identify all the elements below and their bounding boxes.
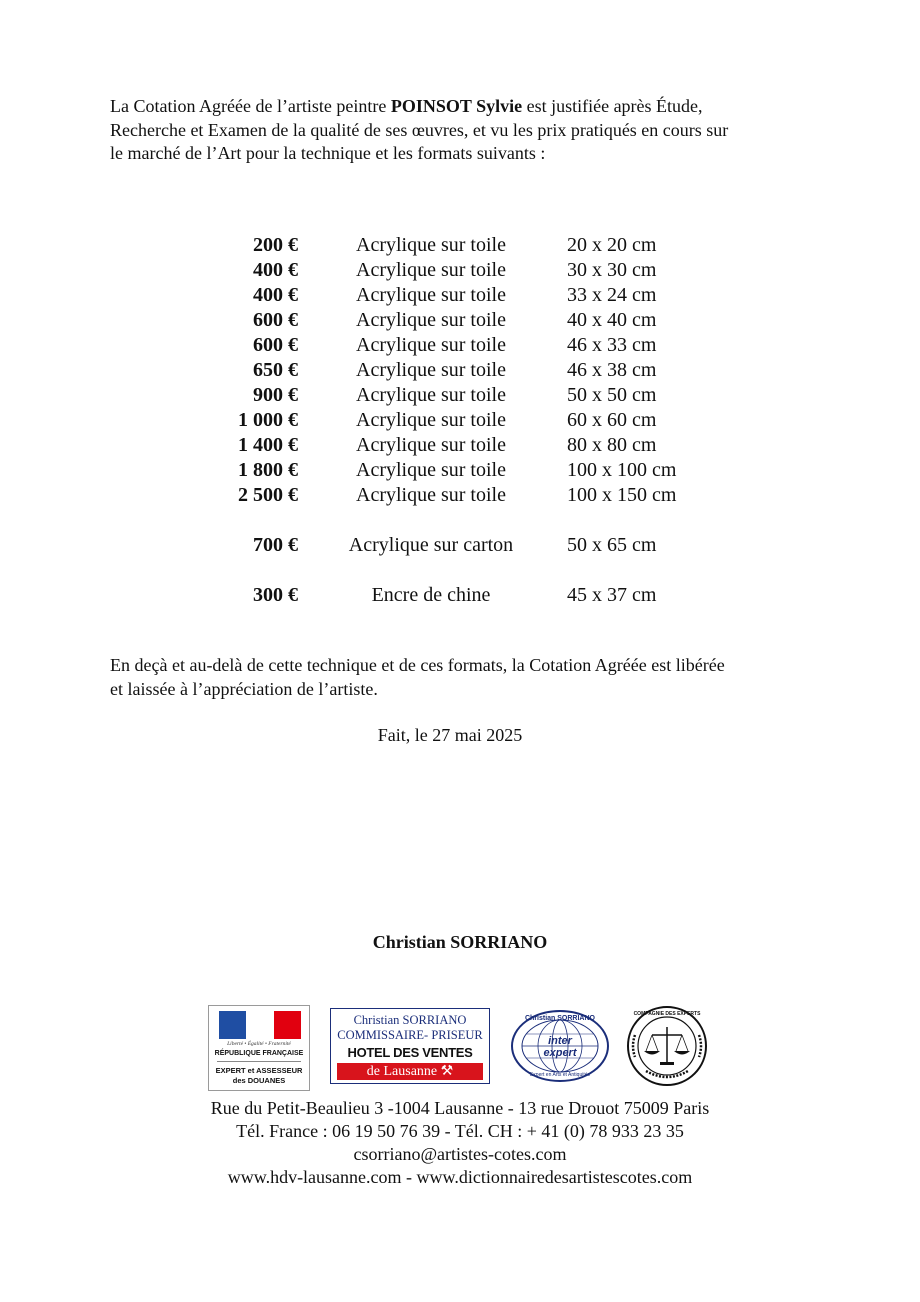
contact-footer [0, 1097, 920, 1189]
price: 1 800 € [238, 459, 298, 481]
document-date: Fait, le 27 mai 2025 [377, 725, 523, 745]
inter-expert-logo [510, 1009, 610, 1083]
hotel-des-ventes-logo [330, 1008, 490, 1084]
price: 900 € [253, 384, 298, 406]
footer-address: Rue du Petit-Beaulieu 3 -1004 Lausanne - 13 rue Drouot 75009 Paris [210, 1098, 710, 1118]
compagnie-experts-seal-icon [626, 1005, 708, 1087]
format: 80 x 80 cm [567, 434, 657, 456]
technique: Acrylique sur toile [356, 359, 506, 381]
row-spacer [200, 558, 720, 583]
price-row [200, 458, 720, 483]
price-table [200, 233, 720, 608]
price-row [200, 233, 720, 258]
rf-motto: Liberté • Égalité • Fraternité [227, 1041, 291, 1047]
price: 600 € [253, 309, 298, 331]
intro-paragraph [110, 95, 830, 166]
outro-paragraph [110, 654, 830, 701]
price: 400 € [253, 259, 298, 281]
footer-email: csorriano@artistes-cotes.com [353, 1144, 567, 1164]
rf-divider [217, 1061, 301, 1062]
rf-name: RÉPUBLIQUE FRANÇAISE [214, 1050, 304, 1057]
rf-expert-label: EXPERT et ASSESSEUR des DOUANES [215, 1066, 303, 1085]
french-flag-icon [219, 1011, 301, 1039]
technique: Acrylique sur toile [356, 484, 506, 506]
price-row [200, 533, 720, 558]
price-row [200, 408, 720, 433]
inter-expert-seal-icon [510, 1009, 610, 1083]
technique: Acrylique sur toile [356, 284, 506, 306]
technique: Acrylique sur toile [356, 384, 506, 406]
price-row [200, 333, 720, 358]
format: 20 x 20 cm [567, 234, 657, 256]
price: 400 € [253, 284, 298, 306]
price-row [200, 433, 720, 458]
ie-top-text: Christian SORRIANO [524, 1015, 596, 1022]
intro-line-1: La Cotation Agréée de l’artiste peintre POINSOT Sylvie est justifiée après Étude, [110, 96, 703, 116]
ie-bottom-text: Expert en Arts et Antiquités [529, 1072, 591, 1078]
hdv-lausanne-label: de Lausanne ⚒ [337, 1063, 483, 1080]
technique: Acrylique sur toile [356, 259, 506, 281]
price: 1 000 € [238, 409, 298, 431]
price: 2 500 € [238, 484, 298, 506]
row-spacer [200, 508, 720, 533]
format: 50 x 50 cm [567, 384, 657, 406]
ie-word-inter: inter [548, 1035, 572, 1047]
republique-francaise-logo [208, 1005, 310, 1091]
format: 100 x 150 cm [567, 484, 677, 506]
technique: Acrylique sur toile [356, 234, 506, 256]
hdv-title: COMMISSAIRE- PRISEUR [337, 1028, 483, 1042]
intro-line-3: le marché de l’Art pour la technique et les formats suivants : [110, 143, 546, 163]
price-row [200, 583, 720, 608]
artist-name: POINSOT Sylvie [390, 96, 523, 116]
price-row [200, 283, 720, 308]
footer-websites: www.hdv-lausanne.com - www.dictionnairedesartistescotes.com [227, 1167, 693, 1187]
outro-line-2: et laissée à l’appréciation de l’artiste. [110, 678, 378, 699]
format: 46 x 33 cm [567, 334, 657, 356]
signature-name: Christian SORRIANO [372, 932, 548, 952]
price-row [200, 383, 720, 408]
intro-line-2: Recherche et Examen de la qualité de ses œuvres, et vu les prix pratiqués en cours sur [110, 119, 729, 140]
outro-line-1: En deçà et au-delà de cette technique et de ces formats, la Cotation Agréée est libérée [110, 655, 725, 675]
format: 60 x 60 cm [567, 409, 657, 431]
price: 1 400 € [238, 434, 298, 456]
ce-seal-text: COMPAGNIE DES EXPERTS [633, 1011, 701, 1017]
price-row [200, 308, 720, 333]
price: 600 € [253, 334, 298, 356]
format: 33 x 24 cm [567, 284, 657, 306]
format: 45 x 37 cm [567, 584, 657, 606]
hdv-hotel-label: HOTEL DES VENTES [347, 1045, 473, 1060]
price: 700 € [253, 534, 298, 556]
logo-strip [208, 1005, 708, 1091]
technique: Acrylique sur toile [356, 409, 506, 431]
technique: Acrylique sur toile [356, 434, 506, 456]
format: 100 x 100 cm [567, 459, 677, 481]
ie-word-expert: expert [543, 1047, 577, 1059]
format: 46 x 38 cm [567, 359, 657, 381]
price-row [200, 258, 720, 283]
footer-phones: Tél. France : 06 19 50 76 39 - Tél. CH : + 41 (0) 78 933 23 35 [236, 1121, 684, 1141]
technique: Acrylique sur toile [356, 459, 506, 481]
format: 30 x 30 cm [567, 259, 657, 281]
price-row [200, 483, 720, 508]
hdv-owner: Christian SORRIANO [353, 1013, 467, 1027]
technique: Acrylique sur toile [356, 309, 506, 331]
compagnie-des-experts-logo [626, 1005, 708, 1087]
format: 50 x 65 cm [567, 534, 657, 556]
technique: Acrylique sur toile [356, 334, 506, 356]
technique: Encre de chine [371, 584, 491, 606]
price-row [200, 358, 720, 383]
price: 650 € [253, 359, 298, 381]
format: 40 x 40 cm [567, 309, 657, 331]
price: 300 € [253, 584, 298, 606]
price: 200 € [253, 234, 298, 256]
technique: Acrylique sur carton [348, 534, 514, 556]
